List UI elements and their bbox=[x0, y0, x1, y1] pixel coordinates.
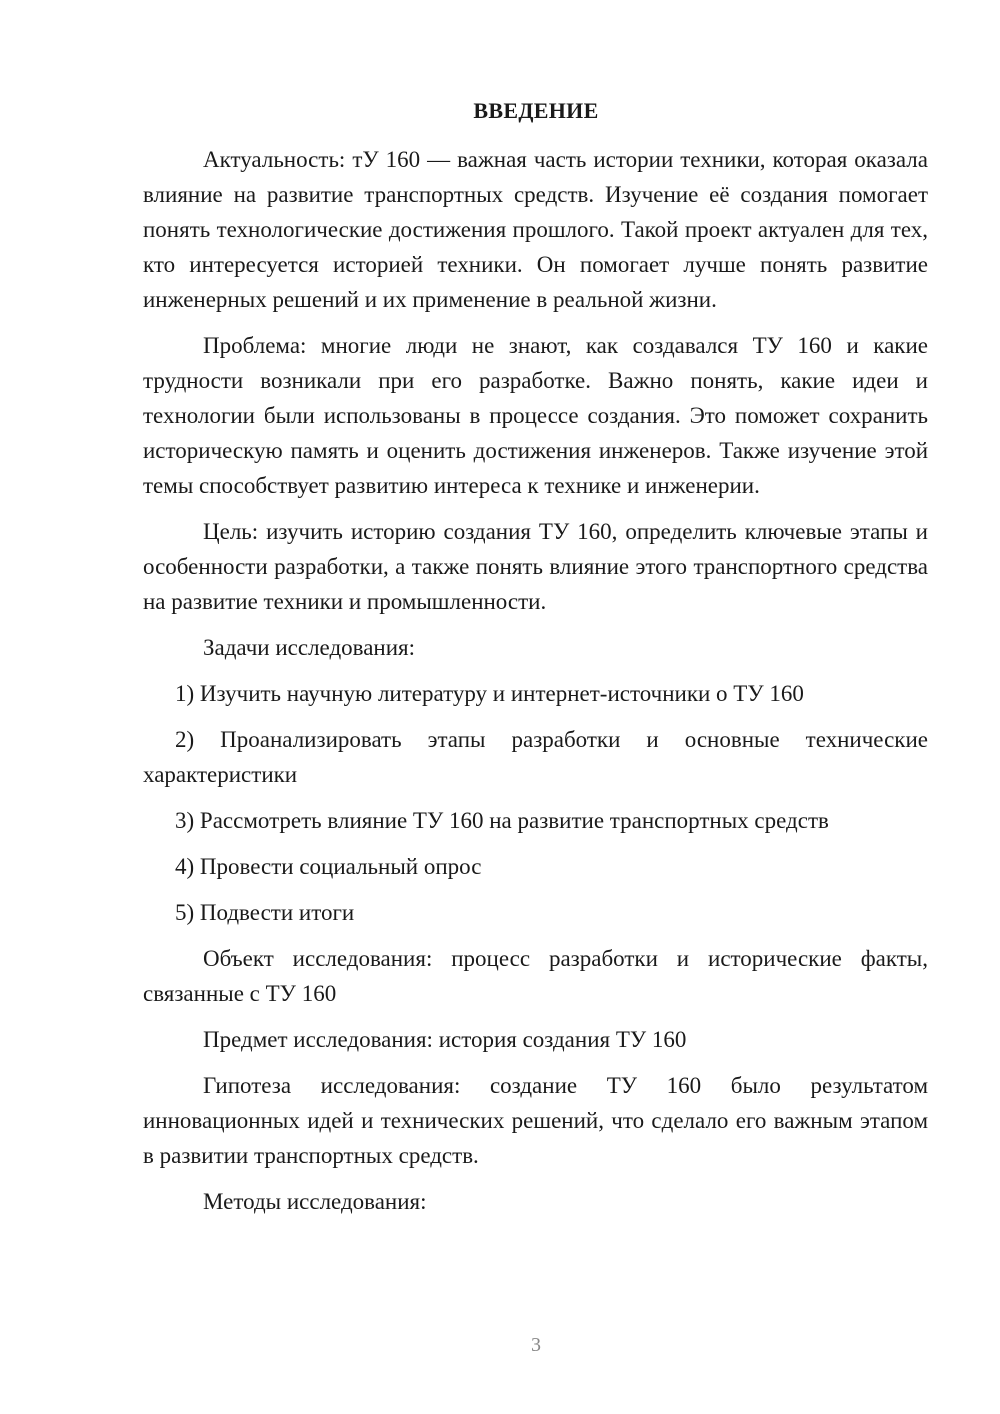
paragraph-hypothesis: Гипотеза исследования: создание ТУ 160 было результатом инновационных идей и технических решений, что сделало его важным этапом в развитии транспортных средств. bbox=[143, 1073, 928, 1168]
document-body bbox=[143, 142, 928, 1219]
paragraph-methods-heading: Методы исследования: bbox=[203, 1189, 427, 1214]
list-item-task-5: 5) Подвести итоги bbox=[175, 900, 355, 925]
paragraph-object: Объект исследования: процесс разработки и исторические факты, связанные с ТУ 160 bbox=[143, 946, 928, 1006]
list-item-task-4: 4) Провести социальный опрос bbox=[175, 854, 482, 879]
list-item-task-1: 1) Изучить научную литературу и интернет-источники о ТУ 160 bbox=[175, 681, 804, 706]
list-item-task-2: 2) Проанализировать этапы разработки и основные технические характеристики bbox=[143, 727, 928, 787]
list-item-task-3: 3) Рассмотреть влияние ТУ 160 на развитие транспортных средств bbox=[175, 808, 829, 833]
paragraph-tasks-heading: Задачи исследования: bbox=[203, 635, 416, 660]
page-title: ВВЕДЕНИЕ bbox=[473, 98, 599, 123]
paragraph-problem: Проблема: многие люди не знают, как создавался ТУ 160 и какие трудности возникали при его разработке. Важно понять, какие идеи и технологии были использованы в процессе создания. Это поможет сохранить историческую память и оценить достижения инженеров. Также изучение этой темы способствует развитию интереса к технике и инженерии. bbox=[143, 333, 928, 498]
paragraph-goal: Цель: изучить историю создания ТУ 160, определить ключевые этапы и особенности разработки, а также понять влияние этого транспортного средства на развитие техники и промышленности. bbox=[143, 519, 928, 614]
paragraph-subject: Предмет исследования: история создания ТУ 160 bbox=[203, 1027, 687, 1052]
page-number: 3 bbox=[531, 1334, 541, 1356]
paragraph-relevance: Актуальность: тУ 160 — важная часть истории техники, которая оказала влияние на развитие транспортных средств. Изучение её создания помогает понять технологические достижения прошлого. Такой проект актуален для тех, кто интересуется историей техники. Он помогает лучше понять развитие инженерных решений и их применение в реальной жизни. bbox=[143, 147, 928, 312]
